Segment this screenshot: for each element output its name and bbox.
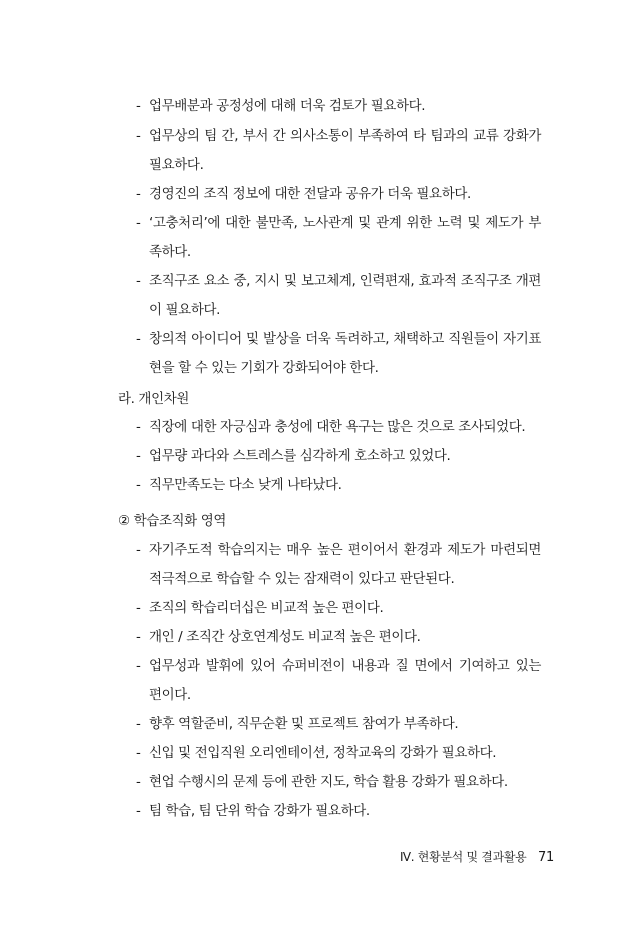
list-item-text: 신입 및 전입직원 오리엔테이션, 정착교육의 강화가 필요하다. <box>149 745 497 761</box>
list-item-text-cont: 적극적으로 학습할 수 있는 잠재력이 있다고 판단된다. <box>149 571 455 587</box>
list-item-text-cont: 족하다. <box>149 244 191 260</box>
list-item-text-cont: 현을 할 수 있는 기회가 강화되어야 한다. <box>149 360 379 376</box>
page-footer <box>400 849 554 866</box>
section-heading: ② 학습조직화 영역 <box>118 513 226 529</box>
list-item-text-cont: 필요하다. <box>149 157 204 173</box>
bullet-dash: - <box>136 629 141 645</box>
bullet-dash: - <box>136 600 141 616</box>
list-item-text: 직장에 대한 자긍심과 충성에 대한 욕구는 많은 것으로 조사되었다. <box>149 419 526 435</box>
bullet-dash: - <box>136 542 141 558</box>
bullet-dash: - <box>136 448 141 464</box>
list-item-text: 업무배분과 공정성에 대해 더욱 검토가 필요하다. <box>149 98 426 114</box>
bullet-dash: - <box>136 658 141 674</box>
page-number: 71 <box>537 850 554 865</box>
list-item-text: 현업 수행시의 문제 등에 관한 지도, 학습 활용 강화가 필요하다. <box>149 774 508 790</box>
bullet-dash: - <box>136 745 141 761</box>
bullet-dash: - <box>136 215 141 231</box>
bullet-dash: - <box>136 128 141 144</box>
bullet-dash: - <box>136 98 141 114</box>
list-item-text: 창의적 아이디어 및 발상을 더욱 독려하고, 채택하고 직원들이 자기표 <box>149 331 541 347</box>
list-item-text: 조직구조 요소 중, 지시 및 보고체계, 인력편재, 효과적 조직구조 개편 <box>149 273 541 289</box>
section-heading: 라. 개인차원 <box>118 391 189 407</box>
list-item-text: ‘고충처리’에 대한 불만족, 노사관계 및 관계 위한 노력 및 제도가 부 <box>149 215 541 231</box>
bullet-dash: - <box>136 419 141 435</box>
chapter-title: Ⅳ. 현황분석 및 결과활용 <box>400 850 527 864</box>
list-item-text-cont: 편이다. <box>149 687 191 703</box>
bullet-dash: - <box>136 477 141 493</box>
list-item-text-cont: 이 필요하다. <box>149 302 220 318</box>
bullet-dash: - <box>136 273 141 289</box>
list-item-text: 향후 역할준비, 직무순환 및 프로젝트 참여가 부족하다. <box>149 716 459 732</box>
list-item-text: 업무량 과다와 스트레스를 심각하게 호소하고 있었다. <box>149 448 451 464</box>
bullet-dash: - <box>136 331 141 347</box>
bullet-dash: - <box>136 716 141 732</box>
bullet-dash: - <box>136 186 141 202</box>
list-item-text: 팀 학습, 팀 단위 학습 강화가 필요하다. <box>149 803 370 819</box>
bullet-dash: - <box>136 774 141 790</box>
list-item-text: 자기주도적 학습의지는 매우 높은 편이어서 환경과 제도가 마련되면 <box>149 542 541 558</box>
bullet-dash: - <box>136 803 141 819</box>
list-item-text: 개인 / 조직간 상호연계성도 비교적 높은 편이다. <box>149 629 421 645</box>
list-item-text: 조직의 학습리더십은 비교적 높은 편이다. <box>149 600 384 616</box>
list-item-text: 업무성과 발휘에 있어 슈퍼비전이 내용과 질 면에서 기여하고 있는 <box>149 658 541 674</box>
list-item-text: 경영진의 조직 정보에 대한 전달과 공유가 더욱 필요하다. <box>149 186 471 202</box>
list-item-text: 업무상의 팀 간, 부서 간 의사소통이 부족하여 타 팀과의 교류 강화가 <box>149 128 541 144</box>
list-item-text: 직무만족도는 다소 낮게 나타났다. <box>149 477 342 493</box>
